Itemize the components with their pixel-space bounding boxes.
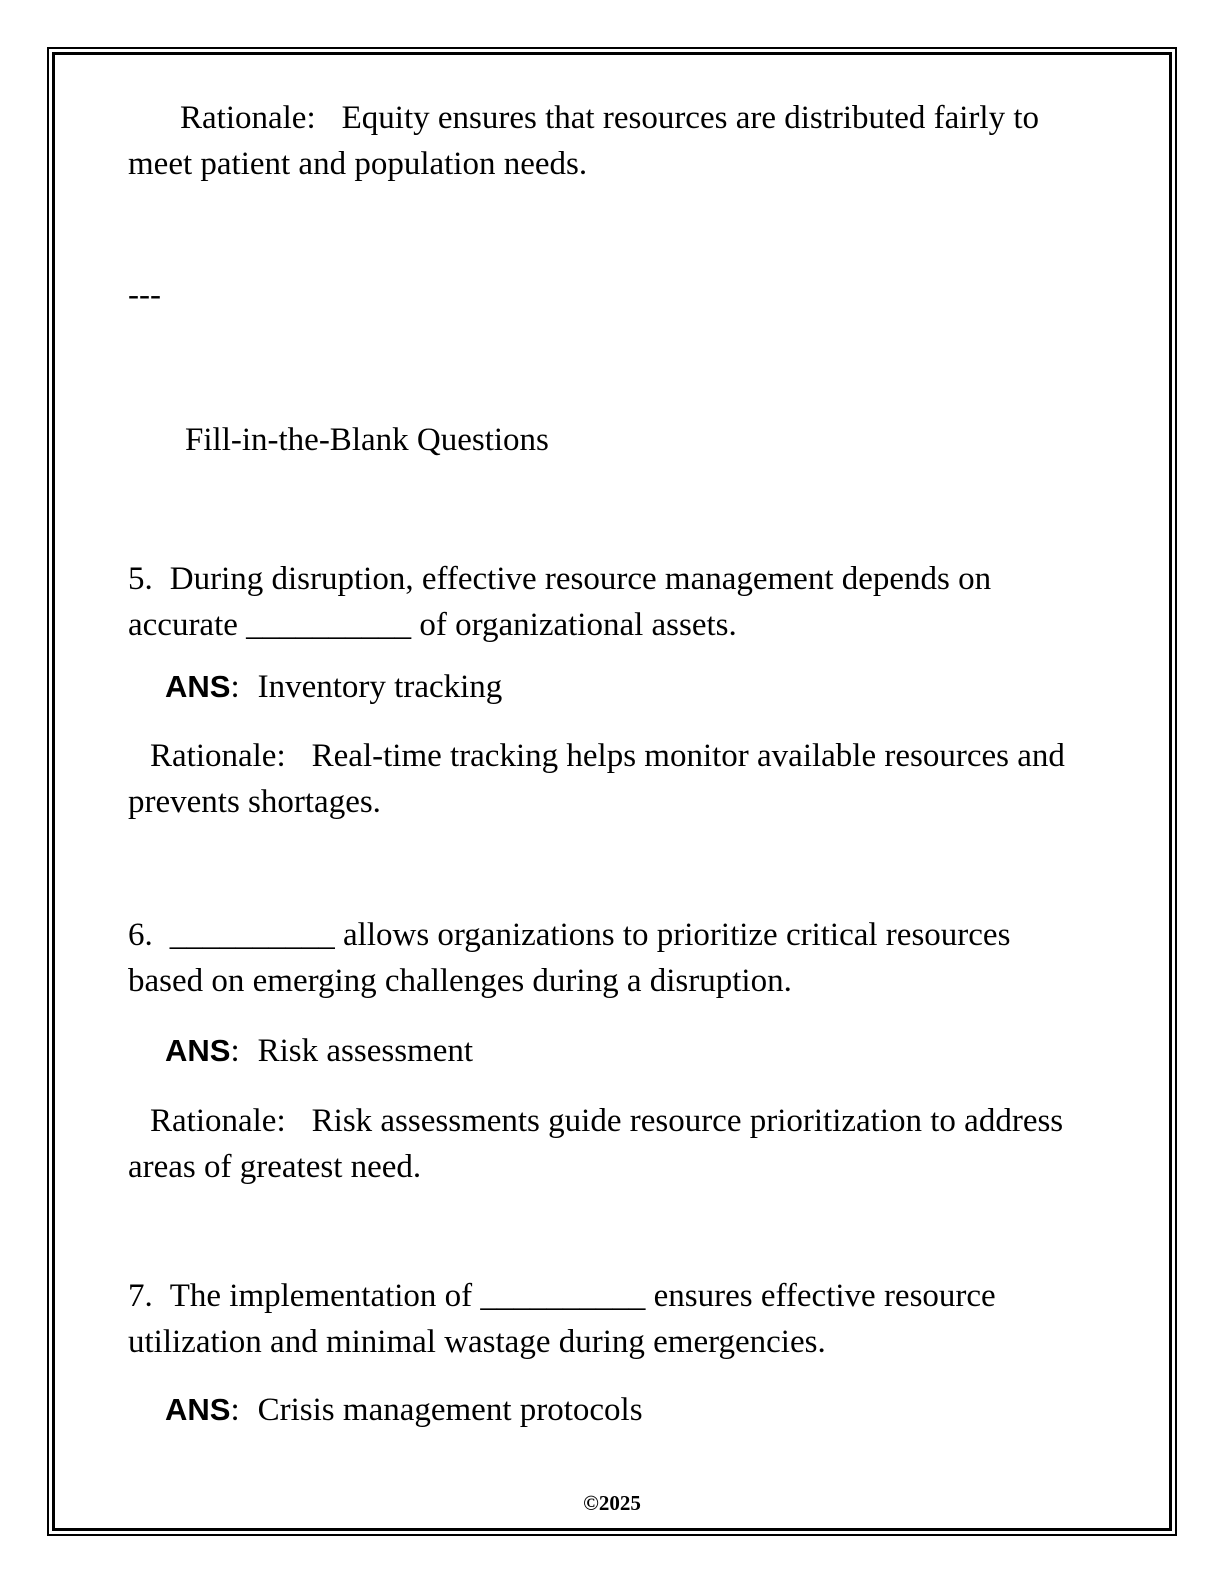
rationale-label: Rationale:: [150, 1103, 286, 1139]
question-text: During disruption, effective resource management depends on accurate __________ of organizational assets.: [128, 561, 992, 643]
answer-text: Inventory tracking: [257, 669, 503, 705]
section-heading: Fill-in-the-Blank Questions: [185, 422, 549, 458]
answer-text: Risk assessment: [257, 1033, 474, 1069]
question-number: 6.: [128, 917, 153, 953]
section-separator: ---: [128, 277, 161, 313]
question-text: The implementation of __________ ensures effective resource utilization and minimal wastage during emergencies.: [128, 1278, 996, 1360]
question-7: [128, 1273, 1080, 1365]
answer-text: Crisis management protocols: [257, 1392, 643, 1428]
answer-label: ANS: [165, 1033, 231, 1068]
answer-colon: :: [230, 669, 240, 705]
rationale-6: [128, 1098, 1080, 1190]
question-5: [128, 556, 1080, 648]
question-text: __________ allows organizations to prioritize critical resources based on emerging challenges during a disruption.: [128, 917, 1011, 999]
answer-5: [165, 664, 1080, 710]
copyright-text: ©2025: [583, 1491, 641, 1515]
rationale-5: [128, 733, 1080, 825]
question-6: [128, 912, 1080, 1004]
answer-colon: :: [230, 1392, 240, 1428]
answer-colon: :: [230, 1033, 240, 1069]
answer-label: ANS: [165, 669, 231, 704]
rationale-text: Equity ensures that resources are distributed fairly to meet patient and population needs.: [128, 100, 1040, 182]
answer-6: [165, 1028, 1080, 1074]
question-number: 7.: [128, 1278, 153, 1314]
rationale-label: Rationale:: [180, 100, 316, 136]
answer-7: [165, 1387, 1080, 1433]
answer-label: ANS: [165, 1392, 231, 1427]
rationale-label: Rationale:: [150, 738, 286, 774]
rationale-text: Risk assessments guide resource prioritization to address areas of greatest need.: [128, 1103, 1064, 1185]
question-number: 5.: [128, 561, 153, 597]
intro-rationale-paragraph: [128, 95, 1080, 187]
rationale-text: Real-time tracking helps monitor available resources and prevents shortages.: [128, 738, 1065, 820]
